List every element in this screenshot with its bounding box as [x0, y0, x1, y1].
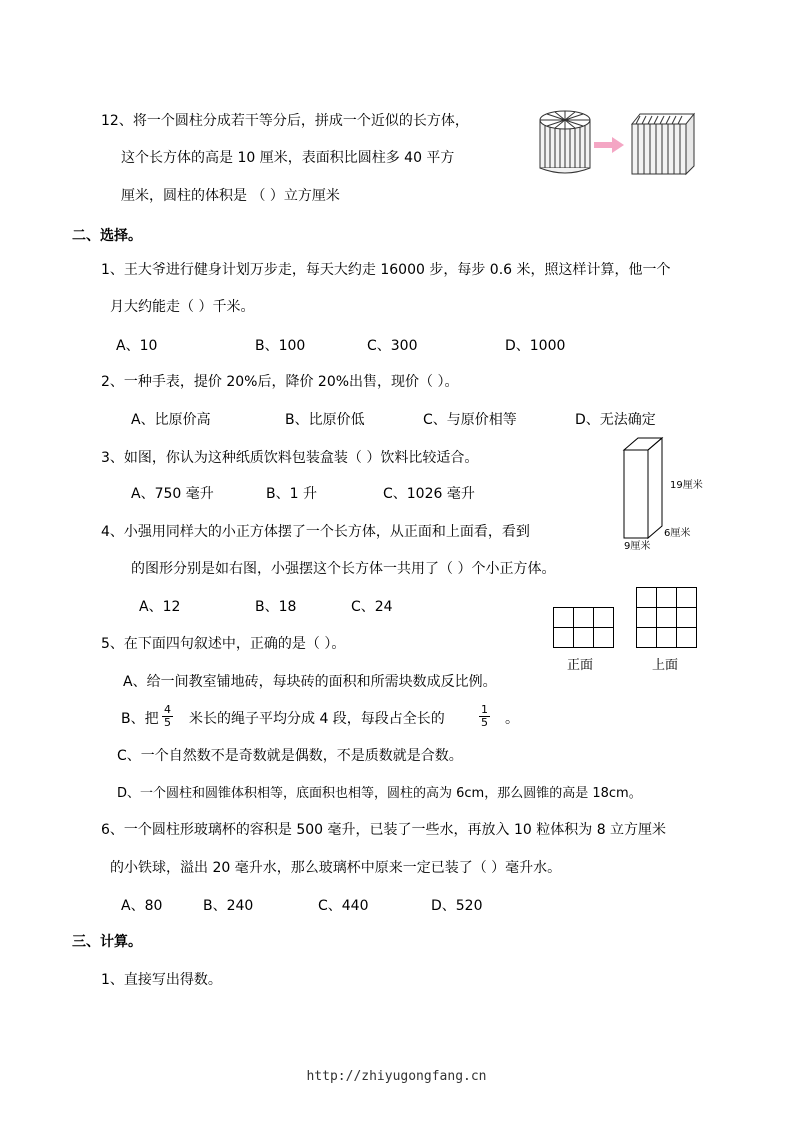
s2-q6-option-d: D、520	[431, 898, 483, 914]
s2-q5-line1: 5、在下面四句叙述中，正确的是（ ）。	[101, 636, 346, 652]
s2-q1-line1: 1、王大爷进行健身计划万步走，每天大约走 16000 步，每步 0.6 米，照这样计算，他一个	[101, 262, 671, 278]
s2-q4-line1: 4、小强用同样大的小正方体摆了一个长方体，从正面和上面看，看到	[101, 524, 530, 540]
s2-q2-option-a: A、比原价高	[131, 412, 211, 428]
s2-q1-option-c: C、300	[367, 338, 418, 354]
box-height-label: 19厘米	[670, 480, 703, 491]
s2-q5-option-b-middle: 米长的绳子平均分成 4 段，每段占全长的	[189, 711, 445, 727]
q12-line2: 这个长方体的高是 10 厘米，表面积比圆柱多 40 平方	[121, 150, 455, 166]
s2-q3-option-c: C、1026 毫升	[383, 486, 475, 502]
box-width-label: 9厘米	[624, 541, 651, 552]
q12-line1: 12、将一个圆柱分成若干等分后，拼成一个近似的长方体，	[101, 113, 469, 129]
box-depth-label: 6厘米	[664, 528, 691, 539]
s2-q1-option-b: B、100	[255, 338, 306, 354]
s2-q5-option-d: D、一个圆柱和圆锥体积相等，底面积也相等，圆柱的高为 6cm，那么圆锥的高是 18cm。	[117, 786, 642, 801]
s2-q3-option-b: B、1 升	[266, 486, 317, 502]
footer-url: http://zhiyugongfang.cn	[306, 1069, 487, 1084]
fraction-denominator: 5	[164, 716, 171, 729]
s2-q2-option-d: D、无法确定	[575, 412, 656, 428]
s2-q2-option-b: B、比原价低	[285, 412, 365, 428]
section-3-title: 三、计算。	[72, 934, 142, 950]
s2-q4-line2: 的图形分别是如右图，小强摆这个长方体一共用了（ ）个小正方体。	[131, 561, 556, 577]
s2-q6-option-b: B、240	[203, 898, 254, 914]
top-view-grid	[636, 587, 698, 649]
fraction-denominator: 5	[481, 716, 488, 729]
s2-q4-option-a: A、12	[139, 599, 181, 615]
fraction-four-fifths	[162, 704, 173, 729]
s2-q6-option-c: C、440	[318, 898, 369, 914]
s3-q1: 1、直接写出得数。	[101, 972, 222, 988]
s2-q2-option-c: C、与原价相等	[423, 412, 517, 428]
s2-q6-line2: 的小铁球，溢出 20 毫升水，那么玻璃杯中原来一定已装了（ ）毫升水。	[110, 860, 562, 876]
s2-q1-line2: 月大约能走（ ）千米。	[110, 299, 255, 315]
s2-q2-line1: 2、一种手表，提价 20%后，降价 20%出售，现价（ ）。	[101, 374, 459, 390]
s2-q5-option-b-suffix: 。	[505, 711, 519, 727]
s2-q3-line1: 3、如图，你认为这种纸质饮料包装盒装（ ）饮料比较适合。	[101, 450, 479, 466]
fraction-numerator: 4	[164, 703, 171, 716]
cylinder-to-cuboid-figure	[536, 108, 696, 180]
s2-q1-option-a: A、10	[116, 338, 158, 354]
section-2-title: 二、选择。	[72, 228, 142, 244]
s2-q5-option-b-prefix: B、把	[121, 711, 159, 727]
front-view-label: 正面	[567, 658, 594, 673]
fraction-numerator: 1	[481, 703, 488, 716]
arrow-icon	[594, 137, 624, 153]
front-view-grid	[553, 607, 615, 649]
fraction-one-fifth	[479, 704, 490, 729]
cylinder-drawing	[540, 111, 590, 173]
s2-q1-option-d: D、1000	[505, 338, 566, 354]
s2-q5-option-c: C、一个自然数不是奇数就是偶数，不是质数就是合数。	[117, 748, 463, 764]
q12-line3: 厘米，圆柱的体积是 （ ）立方厘米	[121, 188, 340, 204]
s2-q6-line1: 6、一个圆柱形玻璃杯的容积是 500 毫升，已装了一些水，再放入 10 粒体积为 8 立方厘米	[101, 822, 667, 838]
s2-q4-option-c: C、24	[351, 599, 393, 615]
s2-q3-option-a: A、750 毫升	[131, 486, 214, 502]
s2-q5-option-a: A、给一间教室铺地砖，每块砖的面积和所需块数成反比例。	[123, 674, 497, 690]
cuboid-drawing	[632, 114, 694, 174]
s2-q6-option-a: A、80	[121, 898, 163, 914]
top-view-label: 上面	[652, 658, 679, 673]
s2-q4-option-b: B、18	[255, 599, 297, 615]
